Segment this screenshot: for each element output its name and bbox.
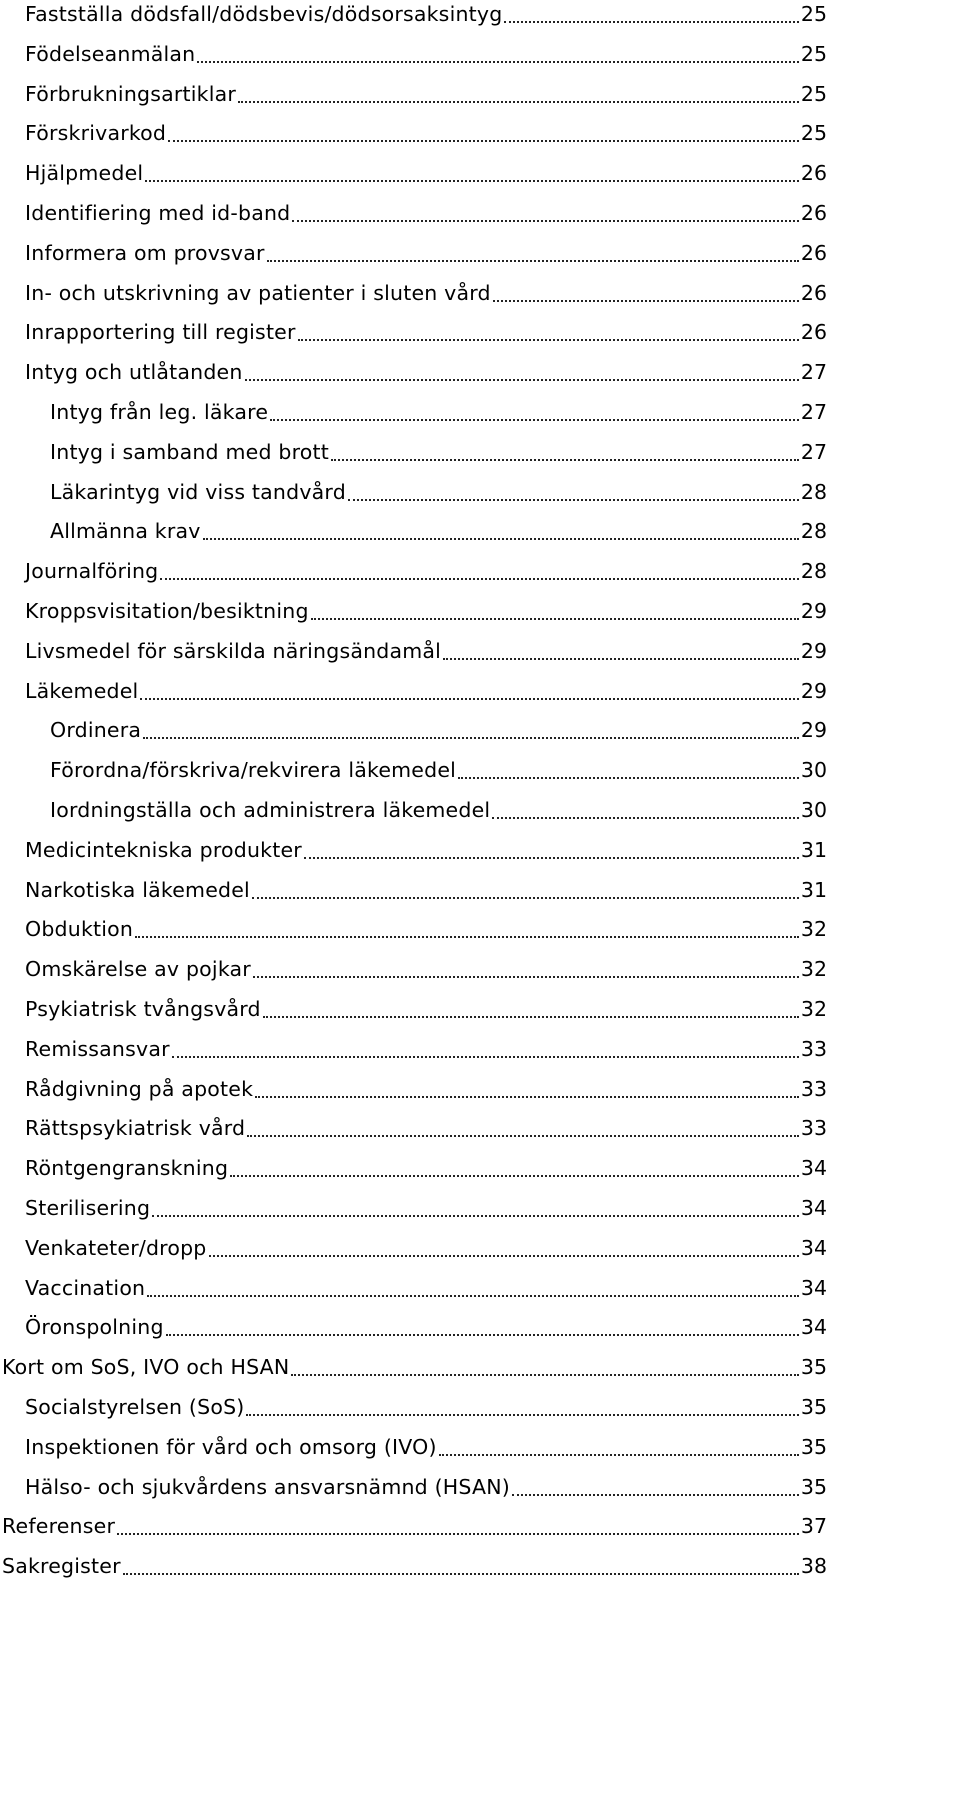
toc-entry[interactable] <box>25 909 827 949</box>
toc-entry-title: Förbrukningsartiklar <box>25 81 236 106</box>
toc-entry[interactable] <box>50 392 827 432</box>
toc-entry-title: Hälso- och sjukvårdens ansvarsnämnd (HSAN) <box>25 1474 510 1499</box>
toc-entry-page-number: 35 <box>800 1355 827 1380</box>
toc-entry-title: Hjälpmedel <box>25 161 144 186</box>
toc-dot-leader <box>228 1148 801 1188</box>
toc-dot-leader <box>243 352 801 392</box>
toc-entry[interactable] <box>2 1347 827 1387</box>
toc-entry-page-number: 34 <box>800 1196 827 1220</box>
toc-entry[interactable] <box>50 472 827 512</box>
toc-entry-title: Identifiering med id-band <box>25 201 291 225</box>
toc-entry[interactable] <box>25 352 827 392</box>
toc-entry-page-number: 26 <box>800 240 827 265</box>
toc-entry-title: Öronspolning <box>25 1315 164 1340</box>
toc-entry-page-number: 29 <box>800 638 827 663</box>
toc-entry-page-number: 31 <box>800 877 827 902</box>
toc-entry-page-number: 33 <box>800 1076 827 1101</box>
toc-entry-page-number: 37 <box>800 1514 827 1539</box>
toc-entry[interactable] <box>25 1069 827 1109</box>
toc-entry[interactable] <box>25 949 827 989</box>
toc-entry-page-number: 38 <box>800 1554 827 1579</box>
toc-entry-page-number: 35 <box>800 1434 827 1459</box>
toc-dot-leader <box>138 671 800 711</box>
toc-entry-title: Journalföring <box>25 559 159 584</box>
toc-entry[interactable] <box>25 591 827 631</box>
toc-entry[interactable] <box>25 870 827 910</box>
toc-entry-title: Fastställa dödsfall/dödsbevis/dödsorsaksintyg <box>25 2 503 26</box>
toc-entry[interactable] <box>25 1307 827 1347</box>
toc-entry[interactable] <box>50 432 827 472</box>
toc-entry-title: Socialstyrelsen (SoS) <box>25 1395 245 1419</box>
toc-entry[interactable] <box>25 671 827 711</box>
toc-dot-leader <box>289 1347 800 1387</box>
toc-entry-page-number: 27 <box>800 360 827 385</box>
toc-dot-leader <box>456 750 801 790</box>
toc-entry[interactable] <box>25 551 827 591</box>
toc-entry[interactable] <box>25 113 827 153</box>
toc-dot-leader <box>245 1108 801 1148</box>
toc-entry-page-number: 32 <box>800 917 827 942</box>
toc-entry-title: Medicintekniska produkter <box>25 837 302 862</box>
toc-dot-leader <box>346 472 801 512</box>
toc-dot-leader <box>309 591 801 631</box>
toc-entry[interactable] <box>25 631 827 671</box>
toc-entry-page-number: 25 <box>800 41 827 66</box>
toc-entry-title: Omskärelse av pojkar <box>25 957 251 982</box>
toc-entry[interactable] <box>25 989 827 1029</box>
toc-dot-leader <box>251 949 801 989</box>
toc-entry[interactable] <box>50 710 827 750</box>
toc-entry-page-number: 34 <box>800 1275 827 1300</box>
toc-entry-page-number: 26 <box>800 320 827 345</box>
toc-dot-leader <box>143 153 801 193</box>
toc-entry-page-number: 32 <box>800 997 827 1021</box>
toc-entry-title: Intyg och utlåtanden <box>25 360 243 385</box>
toc-dot-leader <box>437 1427 801 1467</box>
toc-entry-page-number: 28 <box>800 519 827 544</box>
toc-entry-title: Venkateter/dropp <box>25 1235 207 1260</box>
toc-dot-leader <box>158 551 801 591</box>
toc-entry[interactable] <box>2 1506 827 1546</box>
toc-entry[interactable] <box>2 1546 827 1586</box>
toc-dot-leader <box>441 631 801 671</box>
toc-entry-title: Födelseanmälan <box>25 41 196 66</box>
toc-dot-leader <box>268 392 801 432</box>
toc-entry[interactable] <box>50 750 827 790</box>
toc-entry-title: Vaccination <box>25 1275 146 1300</box>
toc-dot-leader <box>170 1029 801 1069</box>
toc-entry-title: Röntgengranskning <box>25 1156 229 1181</box>
toc-entry-title: Läkemedel <box>25 678 139 703</box>
toc-entry[interactable] <box>25 1228 827 1268</box>
toc-entry[interactable] <box>25 0 827 34</box>
toc-entry-page-number: 26 <box>800 161 827 186</box>
toc-entry[interactable] <box>25 1108 827 1148</box>
toc-dot-leader <box>236 74 801 114</box>
toc-dot-leader <box>253 1069 801 1109</box>
toc-dot-leader <box>491 273 801 313</box>
toc-dot-leader <box>164 1307 801 1347</box>
toc-entry[interactable] <box>25 153 827 193</box>
toc-dot-leader <box>166 113 801 153</box>
toc-entry-page-number: 33 <box>800 1116 827 1141</box>
toc-entry-title: Livsmedel för särskilda näringsändamål <box>25 638 442 663</box>
toc-entry[interactable] <box>25 1467 827 1507</box>
toc-dot-leader <box>290 193 801 233</box>
toc-entry-page-number: 27 <box>800 439 827 464</box>
toc-entry-title: Förskrivarkod <box>25 121 167 146</box>
toc-dot-leader <box>261 989 801 1029</box>
toc-dot-leader <box>329 432 801 472</box>
toc-entry[interactable] <box>25 193 827 233</box>
toc-entry[interactable] <box>25 312 827 352</box>
toc-entry-page-number: 25 <box>800 121 827 146</box>
toc-entry-page-number: 29 <box>800 599 827 623</box>
toc-entry-title: Ordinera <box>50 718 142 743</box>
toc-entry-title: Förordna/förskriva/rekvirera läkemedel <box>50 758 457 783</box>
toc-entry-page-number: 30 <box>800 798 827 822</box>
toc-entry-page-number: 31 <box>800 837 827 862</box>
toc-entry-title: Narkotiska läkemedel <box>25 877 250 902</box>
toc-entry-title: Referenser <box>2 1514 116 1539</box>
toc-entry-title: Intyg i samband med brott <box>50 439 329 464</box>
toc-entry[interactable] <box>50 511 827 551</box>
toc-entry-page-number: 34 <box>800 1315 827 1340</box>
toc-dot-leader <box>296 312 801 352</box>
toc-entry-title: Rådgivning på apotek <box>25 1076 254 1101</box>
toc-entry-page-number: 29 <box>800 718 827 743</box>
toc-dot-leader <box>490 790 801 830</box>
toc-entry-title: Sterilisering <box>25 1196 151 1220</box>
toc-entry-page-number: 34 <box>800 1235 827 1260</box>
toc-entry-title: In- och utskrivning av patienter i sluten vård <box>25 280 491 305</box>
toc-entry-title: Informera om provsvar <box>25 240 265 265</box>
toc-entry-title: Remissansvar <box>25 1036 170 1061</box>
toc-entry[interactable] <box>25 1268 827 1308</box>
toc-entry-page-number: 28 <box>800 559 827 584</box>
toc-dot-leader <box>265 233 801 273</box>
toc-entry-page-number: 27 <box>800 400 827 424</box>
toc-dot-leader <box>207 1228 801 1268</box>
toc-entry-page-number: 26 <box>800 280 827 305</box>
toc-entry-title: Inrapportering till register <box>25 320 296 345</box>
toc-entry-page-number: 33 <box>800 1036 827 1061</box>
toc-entry-page-number: 35 <box>800 1395 827 1419</box>
toc-entry-title: Inspektionen för vård och omsorg (IVO) <box>25 1434 437 1459</box>
toc-entry[interactable] <box>25 74 827 114</box>
toc-dot-leader <box>150 1188 801 1228</box>
toc-entry[interactable] <box>25 1029 827 1069</box>
toc-entry-title: Rättspsykiatrisk vård <box>25 1116 246 1141</box>
toc-entry-title: Kort om SoS, IVO och HSAN <box>2 1355 290 1380</box>
toc-entry-page-number: 25 <box>800 2 827 26</box>
toc-entry[interactable] <box>25 1427 827 1467</box>
toc-entry[interactable] <box>25 830 827 870</box>
toc-entry-page-number: 35 <box>800 1474 827 1499</box>
toc-entry-page-number: 32 <box>800 957 827 982</box>
toc-dot-leader <box>244 1387 800 1427</box>
toc-dot-leader <box>145 1268 801 1308</box>
toc-dot-leader <box>133 909 801 949</box>
toc-entry-page-number: 26 <box>800 201 827 225</box>
toc-dot-leader <box>502 0 800 34</box>
toc-dot-leader <box>510 1467 801 1507</box>
toc-dot-leader <box>250 870 801 910</box>
toc-dot-leader <box>302 830 801 870</box>
toc-dot-leader <box>201 511 801 551</box>
toc-entry[interactable] <box>25 1387 827 1427</box>
toc-entry-title: Kroppsvisitation/besiktning <box>25 599 309 623</box>
toc-dot-leader <box>141 710 801 750</box>
toc-entry-title: Iordningställa och administrera läkemedel <box>50 798 491 822</box>
toc-entry-title: Läkarintyg vid viss tandvård <box>50 479 346 504</box>
toc-entry[interactable] <box>25 233 827 273</box>
toc-entry-page-number: 34 <box>800 1156 827 1181</box>
toc-entry[interactable] <box>50 790 827 830</box>
toc-dot-leader <box>195 34 801 74</box>
toc-entry[interactable] <box>25 1188 827 1228</box>
toc-entry-title: Allmänna krav <box>50 519 201 544</box>
toc-entry-title: Sakregister <box>2 1554 121 1579</box>
toc-entry-title: Intyg från leg. läkare <box>50 400 269 424</box>
toc-dot-leader <box>121 1546 801 1586</box>
toc-entry-page-number: 30 <box>800 758 827 783</box>
toc-entry[interactable] <box>25 34 827 74</box>
toc-entry[interactable] <box>25 1148 827 1188</box>
toc-entry-title: Obduktion <box>25 917 134 942</box>
toc-dot-leader <box>115 1506 801 1546</box>
toc-entry-title: Psykiatrisk tvångsvård <box>25 997 261 1021</box>
toc-entry-page-number: 25 <box>800 81 827 106</box>
toc-entry[interactable] <box>25 273 827 313</box>
toc-entry-page-number: 28 <box>800 479 827 504</box>
toc-entry-page-number: 29 <box>800 678 827 703</box>
